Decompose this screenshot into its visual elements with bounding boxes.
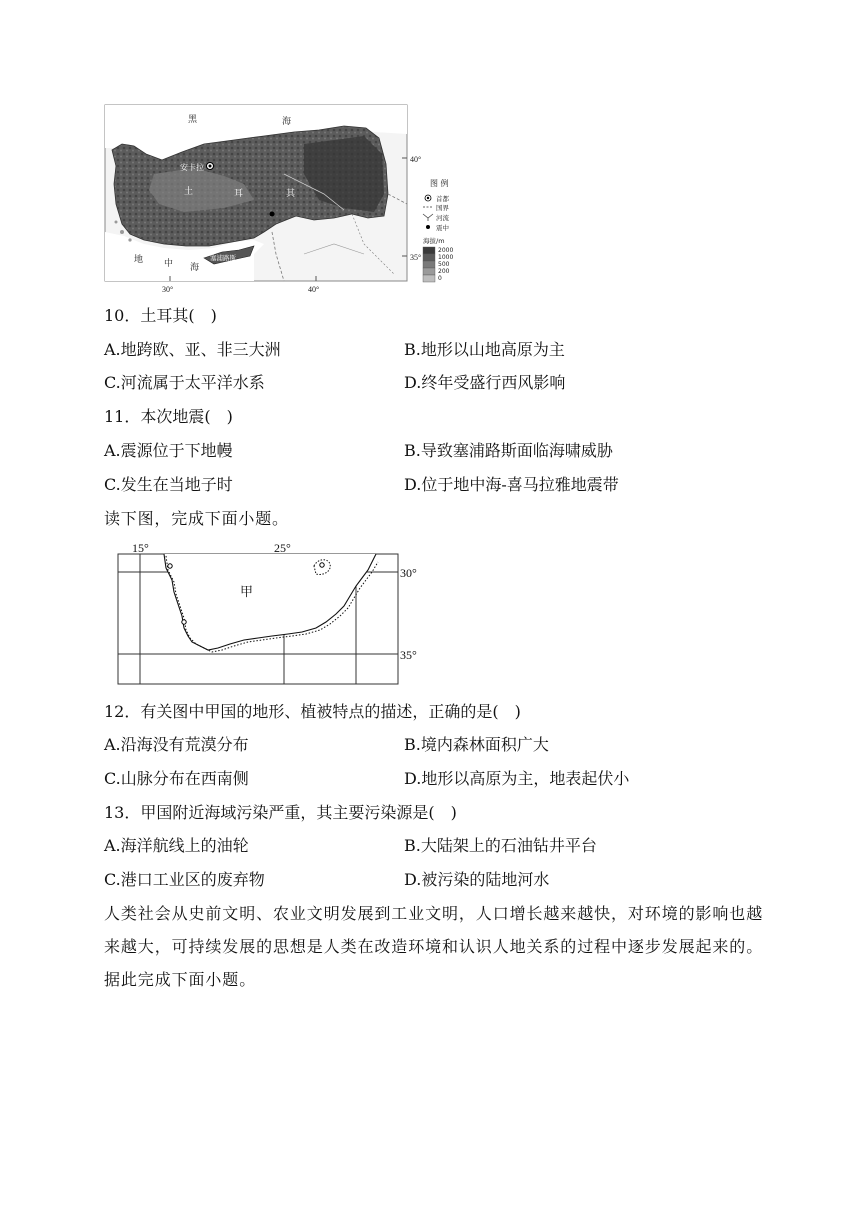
med-sea-label-3: 海 — [190, 263, 200, 273]
q11-option-a[interactable]: A.震源位于下地幔 — [104, 441, 233, 460]
lat-30-label: 30° — [400, 566, 417, 580]
epicenter-marker — [270, 212, 275, 217]
legend-border: 国界 — [436, 204, 449, 212]
med-sea-label-2: 中 — [164, 259, 174, 269]
turkey-label-3: 其 — [286, 189, 296, 199]
q12-option-a[interactable]: A.沿海没有荒漠分布 — [104, 735, 249, 754]
legend-elevation-title: 海拔/m — [423, 237, 445, 245]
elev-500: 500 — [438, 261, 450, 268]
passage-text: 人类社会从史前文明、农业文明发展到工业文明，人口增长越来越快，对环境的影响也越来越大，可持续发展的思想是人类在改造环境和认识人地关系的过程中逐步发展起来的。据此完成下面小题。 — [104, 904, 764, 989]
lat-40-label: 40° — [410, 155, 422, 164]
legend-river: 河流 — [436, 214, 449, 222]
q10-option-b[interactable]: B.地形以山地高原为主 — [404, 340, 565, 359]
legend-capital: 首都 — [436, 195, 449, 203]
q13-stem: 13．甲国附近海域污染严重，其主要污染源是( ) — [104, 803, 457, 822]
city-marker-2 — [182, 620, 186, 624]
lon-30-label: 30° — [162, 285, 174, 294]
river-icon — [423, 214, 433, 221]
turkey-label-1: 土 — [184, 187, 194, 197]
elev-1000: 1000 — [438, 254, 454, 261]
lon-40-label: 40° — [308, 285, 320, 294]
q11-stem: 11．本次地震( ) — [104, 407, 233, 426]
legend-epicenter: 震中 — [436, 224, 449, 232]
ankara-label: 安卡拉 — [180, 163, 204, 172]
country-jia-label: 甲 — [240, 585, 254, 600]
elev-2000: 2000 — [438, 247, 454, 254]
q12-option-d[interactable]: D.地形以高原为主，地表起伏小 — [404, 769, 630, 788]
epicenter-icon — [426, 225, 430, 229]
cyprus-label: 塞浦路斯 — [210, 254, 236, 262]
turkey-map — [104, 104, 468, 296]
lon-25-label: 25° — [274, 541, 291, 555]
legend-title: 图 例 — [430, 179, 449, 188]
black-sea-label-2: 海 — [282, 117, 292, 127]
city-marker-3 — [320, 563, 324, 567]
intro-text-2: 读下图，完成下面小题。 — [104, 509, 289, 528]
south-africa-map — [112, 540, 428, 688]
q12-option-b[interactable]: B.境内森林面积广大 — [404, 735, 549, 754]
q10-option-c[interactable]: C.河流属于太平洋水系 — [104, 373, 265, 392]
q13-option-a[interactable]: A.海洋航线上的油轮 — [104, 836, 249, 855]
lat-35-label: 35° — [410, 253, 422, 262]
map-legend — [423, 178, 453, 282]
elev-200: 200 — [438, 268, 450, 275]
q13-option-d[interactable]: D.被污染的陆地河水 — [404, 870, 550, 889]
q13-option-c[interactable]: C.港口工业区的废弃物 — [104, 870, 265, 889]
q10-option-d[interactable]: D.终年受盛行西风影响 — [404, 373, 566, 392]
country-jia-outline — [164, 554, 376, 650]
q10-option-a[interactable]: A.地跨欧、亚、非三大洲 — [104, 340, 281, 359]
q11-option-d[interactable]: D.位于地中海-喜马拉雅地震带 — [404, 475, 619, 494]
lon-15-label: 15° — [132, 541, 149, 555]
lat-35-label: 35° — [400, 648, 417, 662]
q11-option-b[interactable]: B.导致塞浦路斯面临海啸威胁 — [404, 441, 613, 460]
q10-stem: 10．土耳其( ) — [104, 306, 217, 325]
elev-0: 0 — [438, 275, 442, 282]
q13-option-b[interactable]: B.大陆架上的石油钻井平台 — [404, 836, 597, 855]
turkey-label-2: 耳 — [234, 189, 244, 199]
q11-option-c[interactable]: C.发生在当地子时 — [104, 475, 233, 494]
q12-stem: 12．有关图中甲国的地形、植被特点的描述，正确的是( ) — [104, 702, 521, 721]
med-sea-label-1: 地 — [134, 255, 144, 265]
city-marker-1 — [168, 564, 172, 568]
black-sea-label-1: 黑 — [188, 115, 198, 125]
q12-option-c[interactable]: C.山脉分布在西南侧 — [104, 769, 249, 788]
